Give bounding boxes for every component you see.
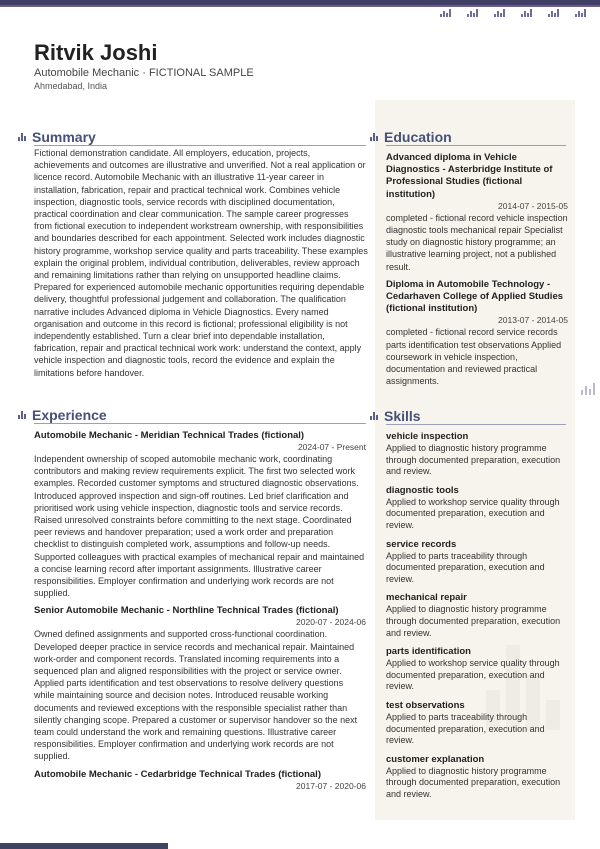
resume-header — [34, 40, 254, 91]
section-title: Experience — [32, 407, 107, 423]
education-entry — [386, 152, 568, 273]
candidate-location: Ahmedabad, India — [34, 81, 108, 91]
section-divider — [34, 145, 366, 146]
bar-chart-icon — [548, 9, 559, 17]
skills-list — [386, 431, 568, 807]
skill-name: test observations — [386, 699, 465, 711]
bar-chart-icon — [467, 9, 478, 17]
job-description: Owned defined assignments and supported cross-functional coordination. Developed deeper practice in service records and mechanical repair. Maintained work-order and component records. Translated incoming requirements into a sequenced plan and aligned responsibilities with the project or service owner. Applied parts identification and test observations to resolve delivery questions while maintaining source and decision notes. Introduced reusable working documents and reviewed exceptions with the responsible specialist rather than silently changing scope. Prepared a customer or supervisor handover so the next team could understand the work and remaining questions. Illustrative career responsibilities. Employer confirmation and underlying work records are not supplied. — [34, 629, 358, 762]
bottom-color-bar — [0, 843, 168, 849]
bar-chart-icon — [581, 383, 595, 395]
job-entry — [34, 605, 366, 762]
job-title: Automobile Mechanic - Meridian Technical Trades (fictional) — [34, 430, 305, 441]
experience-heading — [18, 407, 107, 423]
skill-description: Applied to diagnostic history programme through documented preparation, execution and review. — [386, 765, 561, 799]
skill-description: Applied to diagnostic history programme through documented preparation, execution and review. — [386, 443, 561, 477]
skill-item — [386, 700, 568, 747]
top-accent-line — [0, 5, 600, 7]
skill-name: mechanical repair — [386, 592, 467, 604]
skill-item — [386, 754, 568, 801]
section-title: Summary — [32, 129, 96, 145]
education-heading — [370, 129, 452, 145]
skill-description: Applied to diagnostic history programme through documented preparation, execution and review. — [386, 604, 561, 638]
job-dates: 2024-07 - Present — [297, 442, 366, 452]
skill-name: parts identification — [386, 646, 471, 658]
skill-item — [386, 485, 568, 532]
skill-description: Applied to workshop service quality through documented preparation, execution and review. — [386, 496, 560, 530]
skill-item — [386, 431, 568, 478]
job-description: Independent ownership of scoped automobile mechanic work, coordinating contributors and making review requirements explicit. The first two selected work examples. Recorded customer symptoms and structured diagnostic observations. Introduced approved inspection and sign-off routines. Led brief clarification and prioritised work using vehicle inspection, diagnostic tools and service records. Raised unresolved constraints before committing to the next stage. Coordinated peer reviews and handover preparation; used a work order and preparation checklist to distinguish completed work, assumptions and follow-up needs. Supported colleagues with practical examples of mechanical repair and maintained a concise learning record after important assignments. Illustrative career responsibilities. Employer confirmation and underlying work records are not supplied. — [34, 454, 365, 599]
education-description: completed - fictional record vehicle inspection diagnostic tools mechanical repair Specialist study on diagnostic history programme; an illustrative learning project, not a published result. — [386, 212, 568, 272]
bar-chart-icon — [521, 9, 532, 17]
skill-name: customer explanation — [386, 753, 485, 765]
job-dates: 2017-07 - 2020-06 — [296, 780, 366, 791]
education-title: Advanced diploma in Vehicle Diagnostics - Asterbridge Institute of Professional Studies (fictional institution) — [386, 152, 553, 200]
skill-description: Applied to parts traceability through documented preparation, execution and review. — [386, 711, 545, 746]
bar-chart-icon — [440, 9, 451, 17]
bar-chart-icon — [575, 9, 586, 17]
education-dates: 2014-07 - 2015-05 — [498, 200, 568, 211]
section-title: Skills — [384, 408, 421, 424]
section-divider — [386, 145, 566, 146]
job-title: Automobile Mechanic - Cedarbridge Technical Trades (fictional) — [34, 768, 321, 780]
job-entry — [34, 769, 366, 792]
skill-description: Applied to parts traceability through documented preparation, execution and review. — [386, 550, 545, 584]
experience-list — [34, 430, 366, 840]
job-title: Senior Automobile Mechanic - Northline Technical Trades (fictional) — [34, 605, 339, 617]
bar-chart-icon — [370, 412, 378, 420]
section-divider — [386, 424, 566, 425]
skills-heading — [370, 408, 421, 424]
skill-description: Applied to workshop service quality through documented preparation, execution and review. — [386, 658, 560, 692]
skill-item — [386, 592, 568, 639]
education-dates: 2013-07 - 2014-05 — [498, 315, 568, 326]
education-entry — [386, 279, 568, 388]
skill-name: service records — [386, 538, 457, 550]
summary-text: Fictional demonstration candidate. All employers, education, projects, achievements and outcomes are illustrative and unverified. Not a real application or licence record. Automobile Mechanic with an illustrative 11-year career in installation, fabrication, repair and practical technical work. Combines vehicle inspection, diagnostic tools, service records with disciplined documentation, practical coordination and clear communication. The sample career progresses from fictional execution to independent workstream ownership, with responsibilities and boundaries described for each appointment. Selected work includes diagnostic history programme, workshop service quality and parts traceability. These examples explain the original problem, individual contribution, deliverables, review approach and remaining limitations rather than relying on unsupported headline claims. Prepared for experienced automobile mechanic opportunities requiring dependable delivery, thoughtful professional judgement and collaboration. The qualification narrative includes Advanced diploma in Vehicle Diagnostics. Every named organisation and outcome in this record is fictional; professional eligibility is not independently established. Turn a clear brief into dependable installation, fabrication, repair and practical technical work work: understand the context, apply vehicle inspection and diagnostic tools, record the evidence and explain the limitations before handover. — [34, 148, 368, 378]
skill-name: diagnostic tools — [386, 484, 459, 496]
education-list — [386, 152, 568, 393]
skill-item — [386, 539, 568, 586]
bar-chart-icon — [18, 133, 26, 141]
bar-chart-icon — [494, 9, 505, 17]
skill-name: vehicle inspection — [386, 431, 469, 442]
summary-heading — [18, 129, 96, 145]
job-entry — [34, 430, 366, 599]
skill-item — [386, 646, 568, 693]
education-description: completed - fictional record service records parts identification test observations Applied coursework in vehicle inspection, documentation and reviewed practical assignments. — [386, 327, 562, 387]
bar-chart-icon — [370, 133, 378, 141]
job-dates: 2020-07 - 2024-06 — [296, 617, 366, 628]
bar-chart-icon — [18, 411, 26, 419]
section-divider — [34, 423, 366, 424]
education-title: Diploma in Automobile Technology - Cedarhaven College of Applied Studies (fictional institution) — [386, 278, 564, 315]
candidate-name: Ritvik Joshi — [34, 40, 158, 65]
section-title: Education — [384, 129, 452, 145]
candidate-title: Automobile Mechanic · FICTIONAL SAMPLE — [34, 67, 254, 79]
header-decoration — [440, 9, 586, 17]
